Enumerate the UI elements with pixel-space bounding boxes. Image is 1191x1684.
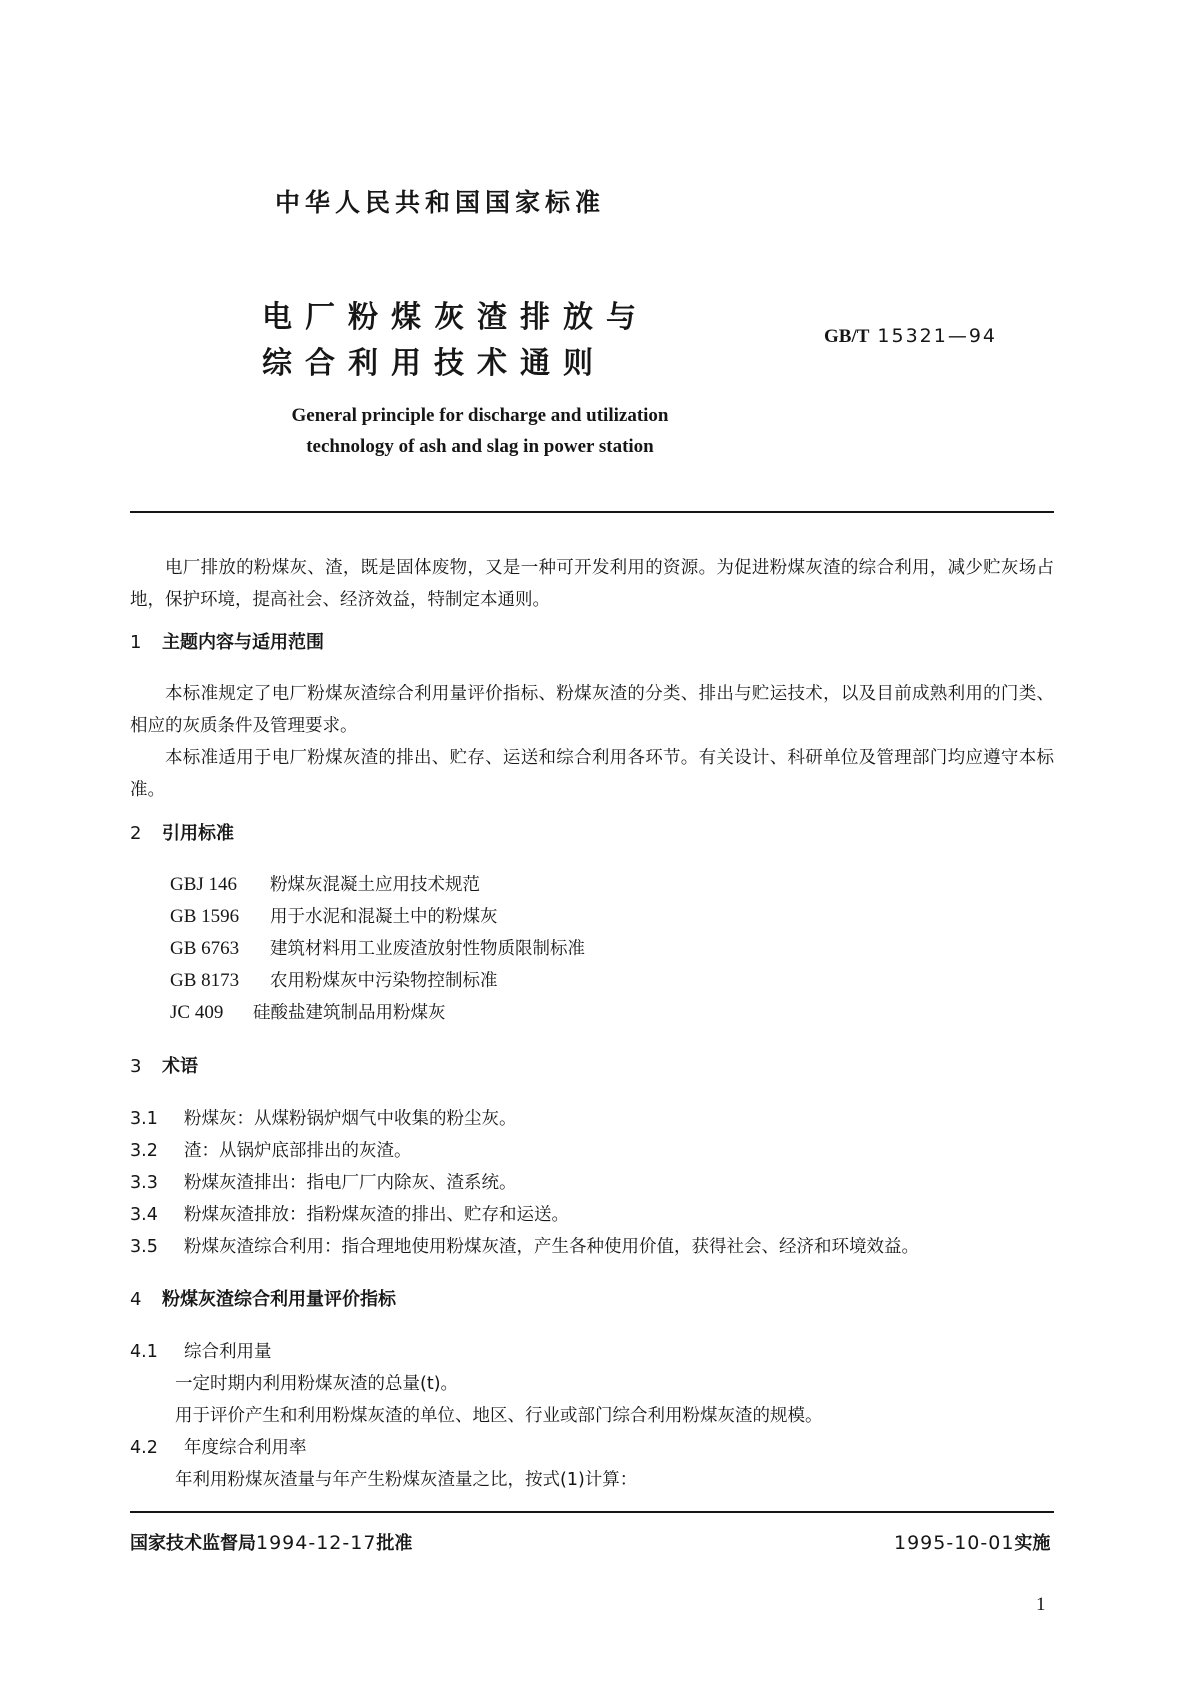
term-row (130, 1169, 517, 1194)
reference-row (170, 967, 498, 992)
intro-paragraph: 电厂排放的粉煤灰、渣，既是固体废物，又是一种可开发利用的资源。为促进粉煤灰渣的综合利用，减少贮灰场占地，保护环境，提高社会、经济效益，特制定本通则。 (130, 558, 1054, 610)
subsection-4-1-line-2: 用于评价产生和利用粉煤灰渣的单位、地区、行业或部门综合利用粉煤灰渣的规模。 (175, 1406, 823, 1426)
term-row (130, 1233, 919, 1258)
reference-row (170, 871, 480, 896)
section-3-heading (130, 1052, 198, 1078)
effective-date: 1995-10-01 (894, 1532, 1015, 1554)
footer-divider (130, 1511, 1054, 1513)
term-number: 3.3 (130, 1173, 158, 1193)
reference-row (170, 999, 446, 1024)
term-row (130, 1201, 569, 1226)
reference-code: GBJ 146 (170, 874, 238, 895)
term-text: 粉煤灰渣排出：指电厂厂内除灰、渣系统。 (184, 1173, 517, 1193)
section-3-title: 术语 (162, 1056, 198, 1077)
section-1-paragraph-1: 本标准规定了电厂粉煤灰渣综合利用量评价指标、粉煤灰渣的分类、排出与贮运技术，以及目前成熟利用的门类、相应的灰质条件及管理要求。 (130, 684, 1054, 736)
section-2-number: 2 (130, 823, 142, 844)
section-2-title: 引用标准 (162, 823, 234, 844)
approval-suffix: 批准 (376, 1533, 413, 1554)
title-english-line2: technology of ash and slag in power station (306, 436, 654, 457)
reference-title: 建筑材料用工业废渣放射性物质限制标准 (270, 939, 585, 959)
term-row (130, 1137, 412, 1162)
reference-row (170, 935, 585, 960)
section-2-heading (130, 819, 234, 845)
standard-code (824, 325, 997, 348)
term-text: 粉煤灰：从煤粉锅炉烟气中收集的粉尘灰。 (184, 1109, 517, 1129)
reference-title: 农用粉煤灰中污染物控制标准 (270, 971, 498, 991)
reference-title: 用于水泥和混凝土中的粉煤灰 (270, 907, 498, 927)
term-number: 3.4 (130, 1205, 158, 1225)
subsection-title: 年度综合利用率 (184, 1438, 307, 1458)
term-text: 粉煤灰渣综合利用：指合理地使用粉煤灰渣，产生各种使用价值，获得社会、经济和环境效益。 (184, 1237, 919, 1257)
approving-authority: 国家技术监督局 (130, 1533, 256, 1554)
effective-info (894, 1529, 1050, 1555)
title-english-line1: General principle for discharge and utilization (291, 405, 669, 426)
section-1-title: 主题内容与适用范围 (162, 632, 324, 653)
subsection-number: 4.1 (130, 1342, 158, 1362)
reference-code: GB 8173 (170, 970, 240, 991)
page-number: 1 (1036, 1594, 1046, 1615)
national-standard-header: 中华人民共和国国家标准 (275, 188, 606, 217)
section-4-heading (130, 1285, 396, 1311)
subsection-4-1-heading (130, 1338, 272, 1363)
reference-code: JC 409 (170, 1002, 224, 1023)
section-4-number: 4 (130, 1289, 142, 1310)
term-text: 粉煤灰渣排放：指粉煤灰渣的排出、贮存和运送。 (184, 1205, 569, 1225)
approval-info (130, 1529, 412, 1555)
term-number: 3.2 (130, 1141, 158, 1161)
title-chinese-line1: 电厂粉煤灰渣排放与 (262, 300, 649, 335)
approval-date: 1994-12-17 (256, 1532, 377, 1554)
subsection-4-2-heading (130, 1434, 307, 1459)
standard-code-number: 15321—94 (877, 325, 998, 347)
term-row (130, 1105, 517, 1130)
subsection-4-2-line-1: 年利用粉煤灰渣量与年产生粉煤灰渣量之比，按式(1)计算： (175, 1470, 638, 1490)
header-divider (130, 511, 1054, 513)
effective-suffix: 实施 (1014, 1533, 1051, 1554)
subsection-number: 4.2 (130, 1438, 158, 1458)
term-number: 3.5 (130, 1237, 158, 1257)
reference-code: GB 6763 (170, 938, 240, 959)
subsection-title: 综合利用量 (184, 1342, 272, 1362)
reference-code: GB 1596 (170, 906, 240, 927)
standard-code-prefix: GB/T (824, 326, 870, 347)
section-1-heading (130, 628, 324, 654)
term-text: 渣：从锅炉底部排出的灰渣。 (184, 1141, 412, 1161)
section-4-title: 粉煤灰渣综合利用量评价指标 (162, 1289, 396, 1310)
reference-row (170, 903, 498, 928)
term-number: 3.1 (130, 1109, 158, 1129)
section-3-number: 3 (130, 1056, 142, 1077)
reference-title: 粉煤灰混凝土应用技术规范 (270, 875, 480, 895)
section-1-number: 1 (130, 632, 142, 653)
title-chinese-line2: 综合利用技术通则 (262, 346, 606, 381)
section-1-paragraph-2: 本标准适用于电厂粉煤灰渣的排出、贮存、运送和综合利用各环节。有关设计、科研单位及管理部门均应遵守本标准。 (130, 748, 1054, 800)
reference-title: 硅酸盐建筑制品用粉煤灰 (253, 1003, 446, 1023)
subsection-4-1-line-1: 一定时期内利用粉煤灰渣的总量(t)。 (175, 1374, 459, 1394)
